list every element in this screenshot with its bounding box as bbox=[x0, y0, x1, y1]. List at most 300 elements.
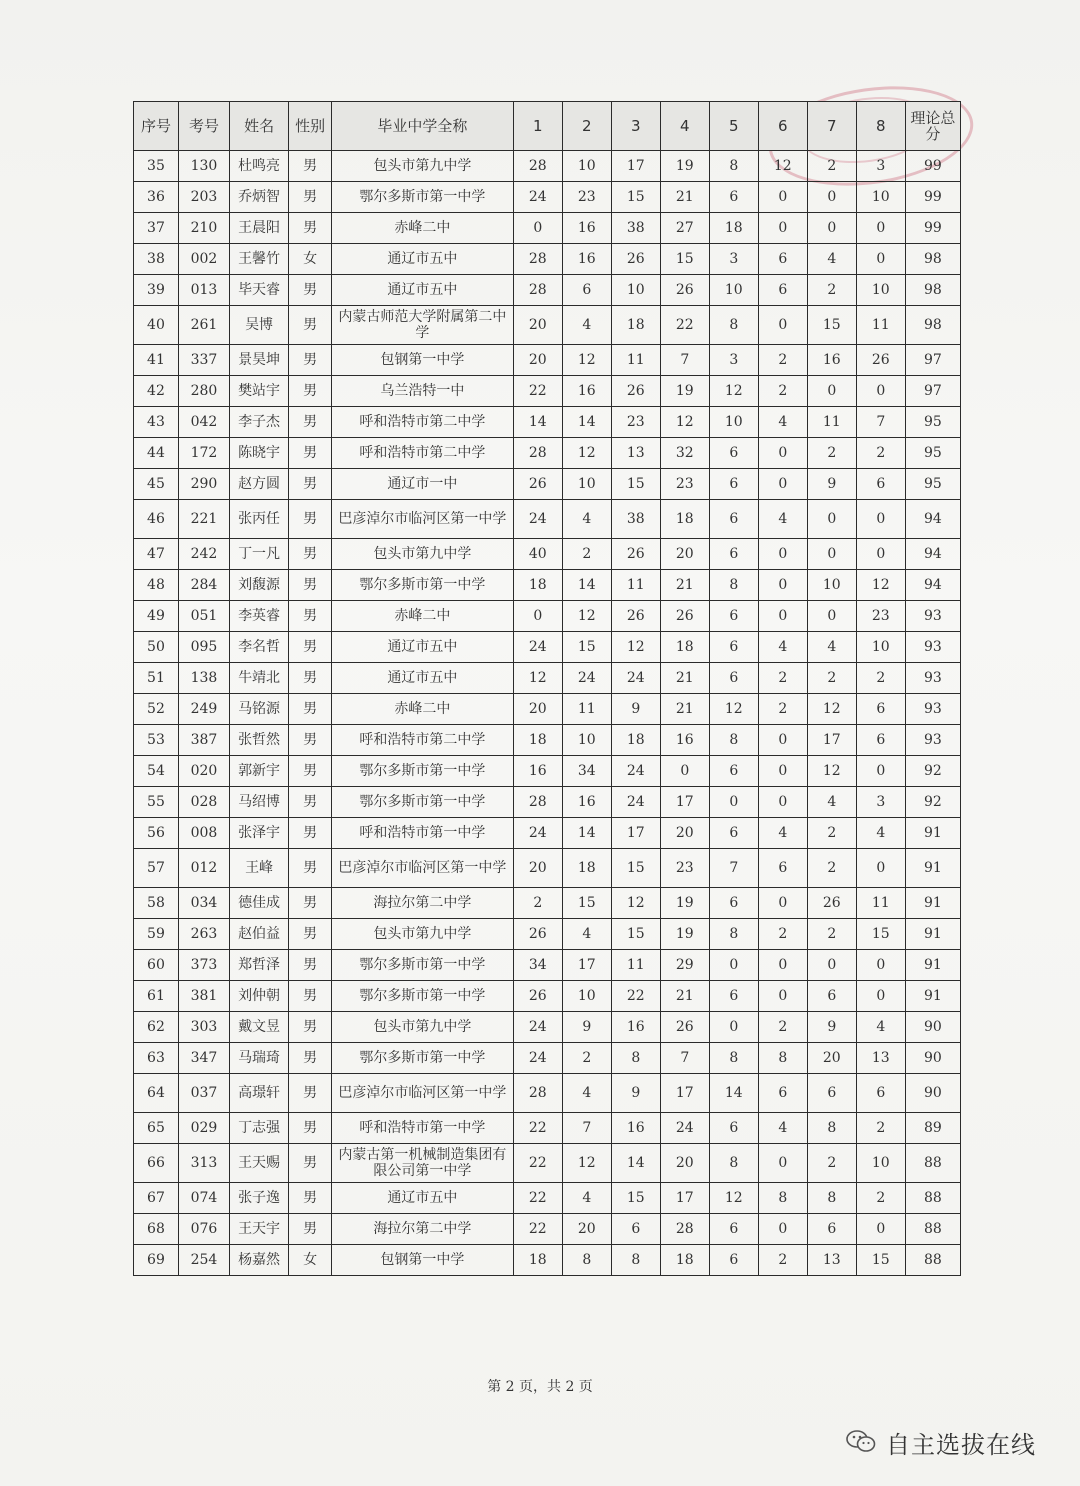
cell-score-4: 26 bbox=[660, 275, 709, 306]
cell-total: 91 bbox=[905, 849, 960, 888]
cell-score-4: 22 bbox=[660, 306, 709, 345]
cell-exam-no: 313 bbox=[178, 1144, 229, 1183]
cell-score-2: 16 bbox=[562, 213, 611, 244]
cell-score-5: 6 bbox=[709, 632, 758, 663]
cell-school: 赤峰二中 bbox=[332, 601, 514, 632]
cell-score-1: 22 bbox=[513, 1214, 562, 1245]
cell-name: 马铭源 bbox=[229, 694, 288, 725]
cell-score-1: 34 bbox=[513, 950, 562, 981]
cell-seq: 45 bbox=[134, 469, 179, 500]
cell-school: 内蒙古第一机械制造集团有限公司第一中学 bbox=[332, 1144, 514, 1183]
cell-total: 98 bbox=[905, 244, 960, 275]
cell-school: 乌兰浩特一中 bbox=[332, 376, 514, 407]
cell-score-6: 4 bbox=[758, 818, 807, 849]
cell-score-1: 24 bbox=[513, 818, 562, 849]
cell-total: 99 bbox=[905, 182, 960, 213]
cell-score-7: 20 bbox=[807, 1043, 856, 1074]
cell-school: 通辽市五中 bbox=[332, 1183, 514, 1214]
cell-score-2: 34 bbox=[562, 756, 611, 787]
cell-score-2: 10 bbox=[562, 151, 611, 182]
cell-gender: 男 bbox=[289, 151, 332, 182]
cell-score-3: 8 bbox=[611, 1043, 660, 1074]
cell-score-2: 14 bbox=[562, 570, 611, 601]
cell-score-3: 12 bbox=[611, 632, 660, 663]
cell-exam-no: 037 bbox=[178, 1074, 229, 1113]
cell-score-4: 28 bbox=[660, 1214, 709, 1245]
table-row bbox=[134, 244, 961, 275]
cell-gender: 男 bbox=[289, 849, 332, 888]
table-row bbox=[134, 213, 961, 244]
cell-score-4: 20 bbox=[660, 818, 709, 849]
cell-score-7: 15 bbox=[807, 306, 856, 345]
table-row bbox=[134, 275, 961, 306]
cell-score-8: 0 bbox=[856, 213, 905, 244]
cell-exam-no: 373 bbox=[178, 950, 229, 981]
cell-score-1: 28 bbox=[513, 151, 562, 182]
cell-score-4: 20 bbox=[660, 539, 709, 570]
cell-score-6: 12 bbox=[758, 151, 807, 182]
cell-score-2: 10 bbox=[562, 469, 611, 500]
cell-score-5: 10 bbox=[709, 275, 758, 306]
cell-exam-no: 381 bbox=[178, 981, 229, 1012]
cell-score-6: 2 bbox=[758, 663, 807, 694]
table-row bbox=[134, 756, 961, 787]
cell-score-8: 2 bbox=[856, 1113, 905, 1144]
cell-score-7: 9 bbox=[807, 469, 856, 500]
cell-gender: 男 bbox=[289, 694, 332, 725]
cell-gender: 男 bbox=[289, 601, 332, 632]
cell-name: 刘馥源 bbox=[229, 570, 288, 601]
cell-total: 94 bbox=[905, 539, 960, 570]
cell-score-7: 0 bbox=[807, 182, 856, 213]
cell-name: 景昊坤 bbox=[229, 345, 288, 376]
cell-score-5: 6 bbox=[709, 1245, 758, 1276]
cell-gender: 男 bbox=[289, 438, 332, 469]
cell-score-6: 0 bbox=[758, 306, 807, 345]
cell-exam-no: 242 bbox=[178, 539, 229, 570]
cell-score-4: 15 bbox=[660, 244, 709, 275]
cell-total: 98 bbox=[905, 275, 960, 306]
cell-seq: 62 bbox=[134, 1012, 179, 1043]
cell-score-5: 6 bbox=[709, 500, 758, 539]
cell-name: 赵方圆 bbox=[229, 469, 288, 500]
cell-name: 张泽宇 bbox=[229, 818, 288, 849]
cell-total: 91 bbox=[905, 919, 960, 950]
cell-score-8: 10 bbox=[856, 632, 905, 663]
cell-score-2: 10 bbox=[562, 981, 611, 1012]
table-row bbox=[134, 407, 961, 438]
cell-score-4: 21 bbox=[660, 570, 709, 601]
cell-score-2: 10 bbox=[562, 725, 611, 756]
cell-score-2: 16 bbox=[562, 787, 611, 818]
cell-seq: 44 bbox=[134, 438, 179, 469]
score-table bbox=[133, 101, 961, 1276]
cell-seq: 58 bbox=[134, 888, 179, 919]
cell-score-5: 12 bbox=[709, 376, 758, 407]
column-header: 姓名 bbox=[229, 102, 288, 151]
cell-seq: 59 bbox=[134, 919, 179, 950]
table-row bbox=[134, 151, 961, 182]
cell-exam-no: 221 bbox=[178, 500, 229, 539]
column-header: 8 bbox=[856, 102, 905, 151]
cell-score-3: 14 bbox=[611, 1144, 660, 1183]
cell-score-7: 17 bbox=[807, 725, 856, 756]
cell-score-7: 8 bbox=[807, 1113, 856, 1144]
cell-score-1: 22 bbox=[513, 1144, 562, 1183]
cell-score-3: 22 bbox=[611, 981, 660, 1012]
cell-score-4: 19 bbox=[660, 376, 709, 407]
cell-total: 90 bbox=[905, 1043, 960, 1074]
cell-name: 吴博 bbox=[229, 306, 288, 345]
cell-score-7: 16 bbox=[807, 345, 856, 376]
cell-exam-no: 013 bbox=[178, 275, 229, 306]
cell-seq: 61 bbox=[134, 981, 179, 1012]
cell-school: 包头市第九中学 bbox=[332, 1012, 514, 1043]
cell-score-5: 8 bbox=[709, 919, 758, 950]
cell-total: 88 bbox=[905, 1183, 960, 1214]
cell-score-1: 28 bbox=[513, 275, 562, 306]
cell-name: 王峰 bbox=[229, 849, 288, 888]
table-row bbox=[134, 725, 961, 756]
cell-seq: 38 bbox=[134, 244, 179, 275]
cell-score-6: 0 bbox=[758, 756, 807, 787]
cell-school: 包钢第一中学 bbox=[332, 345, 514, 376]
cell-score-1: 26 bbox=[513, 469, 562, 500]
cell-score-1: 0 bbox=[513, 213, 562, 244]
table-row bbox=[134, 438, 961, 469]
column-header: 理论总分 bbox=[905, 102, 960, 151]
cell-score-4: 24 bbox=[660, 1113, 709, 1144]
cell-exam-no: 210 bbox=[178, 213, 229, 244]
table-row bbox=[134, 182, 961, 213]
cell-score-3: 15 bbox=[611, 469, 660, 500]
cell-school: 巴彦淖尔市临河区第一中学 bbox=[332, 500, 514, 539]
cell-total: 95 bbox=[905, 407, 960, 438]
table-header-row bbox=[134, 102, 961, 151]
cell-exam-no: 130 bbox=[178, 151, 229, 182]
table-row bbox=[134, 345, 961, 376]
cell-score-8: 2 bbox=[856, 1183, 905, 1214]
cell-total: 91 bbox=[905, 950, 960, 981]
cell-gender: 男 bbox=[289, 632, 332, 663]
cell-score-4: 19 bbox=[660, 919, 709, 950]
cell-score-8: 6 bbox=[856, 694, 905, 725]
cell-score-5: 14 bbox=[709, 1074, 758, 1113]
cell-score-6: 2 bbox=[758, 345, 807, 376]
cell-score-2: 2 bbox=[562, 1043, 611, 1074]
cell-total: 91 bbox=[905, 981, 960, 1012]
cell-score-1: 22 bbox=[513, 376, 562, 407]
cell-score-6: 0 bbox=[758, 888, 807, 919]
cell-score-4: 26 bbox=[660, 601, 709, 632]
cell-school: 内蒙古师范大学附属第二中学 bbox=[332, 306, 514, 345]
cell-score-8: 2 bbox=[856, 663, 905, 694]
cell-school: 通辽市五中 bbox=[332, 632, 514, 663]
cell-score-6: 2 bbox=[758, 694, 807, 725]
cell-score-6: 0 bbox=[758, 950, 807, 981]
table-row bbox=[134, 888, 961, 919]
cell-score-5: 0 bbox=[709, 1012, 758, 1043]
cell-exam-no: 138 bbox=[178, 663, 229, 694]
cell-seq: 52 bbox=[134, 694, 179, 725]
cell-score-7: 26 bbox=[807, 888, 856, 919]
table-body bbox=[134, 151, 961, 1276]
cell-score-2: 15 bbox=[562, 632, 611, 663]
cell-score-5: 8 bbox=[709, 151, 758, 182]
cell-gender: 男 bbox=[289, 919, 332, 950]
cell-score-7: 4 bbox=[807, 244, 856, 275]
cell-total: 93 bbox=[905, 694, 960, 725]
cell-score-2: 4 bbox=[562, 1074, 611, 1113]
cell-score-6: 0 bbox=[758, 601, 807, 632]
cell-score-4: 17 bbox=[660, 1183, 709, 1214]
table-row bbox=[134, 376, 961, 407]
cell-score-1: 26 bbox=[513, 981, 562, 1012]
cell-score-1: 24 bbox=[513, 182, 562, 213]
cell-score-3: 18 bbox=[611, 306, 660, 345]
cell-score-6: 0 bbox=[758, 570, 807, 601]
cell-school: 巴彦淖尔市临河区第一中学 bbox=[332, 849, 514, 888]
cell-total: 88 bbox=[905, 1214, 960, 1245]
cell-score-1: 28 bbox=[513, 1074, 562, 1113]
cell-exam-no: 290 bbox=[178, 469, 229, 500]
cell-score-6: 2 bbox=[758, 919, 807, 950]
cell-score-3: 11 bbox=[611, 570, 660, 601]
cell-seq: 60 bbox=[134, 950, 179, 981]
table-row bbox=[134, 950, 961, 981]
cell-score-8: 23 bbox=[856, 601, 905, 632]
cell-score-5: 18 bbox=[709, 213, 758, 244]
cell-seq: 63 bbox=[134, 1043, 179, 1074]
cell-name: 赵伯益 bbox=[229, 919, 288, 950]
cell-score-7: 11 bbox=[807, 407, 856, 438]
cell-score-3: 26 bbox=[611, 601, 660, 632]
cell-seq: 36 bbox=[134, 182, 179, 213]
cell-score-1: 24 bbox=[513, 1043, 562, 1074]
cell-school: 鄂尔多斯市第一中学 bbox=[332, 182, 514, 213]
cell-total: 93 bbox=[905, 601, 960, 632]
cell-score-5: 6 bbox=[709, 438, 758, 469]
cell-score-3: 38 bbox=[611, 500, 660, 539]
cell-score-8: 4 bbox=[856, 1012, 905, 1043]
cell-score-7: 2 bbox=[807, 849, 856, 888]
cell-score-2: 9 bbox=[562, 1012, 611, 1043]
cell-score-3: 15 bbox=[611, 919, 660, 950]
cell-score-1: 24 bbox=[513, 1012, 562, 1043]
cell-score-5: 6 bbox=[709, 1214, 758, 1245]
cell-score-3: 11 bbox=[611, 950, 660, 981]
column-header: 毕业中学全称 bbox=[332, 102, 514, 151]
cell-score-5: 6 bbox=[709, 601, 758, 632]
cell-score-3: 26 bbox=[611, 539, 660, 570]
cell-seq: 37 bbox=[134, 213, 179, 244]
cell-total: 98 bbox=[905, 306, 960, 345]
cell-gender: 男 bbox=[289, 1214, 332, 1245]
cell-total: 99 bbox=[905, 213, 960, 244]
cell-score-8: 10 bbox=[856, 182, 905, 213]
cell-total: 90 bbox=[905, 1012, 960, 1043]
cell-exam-no: 337 bbox=[178, 345, 229, 376]
cell-exam-no: 028 bbox=[178, 787, 229, 818]
cell-exam-no: 284 bbox=[178, 570, 229, 601]
cell-seq: 48 bbox=[134, 570, 179, 601]
cell-score-4: 21 bbox=[660, 981, 709, 1012]
cell-school: 鄂尔多斯市第一中学 bbox=[332, 950, 514, 981]
cell-school: 鄂尔多斯市第一中学 bbox=[332, 981, 514, 1012]
cell-total: 90 bbox=[905, 1074, 960, 1113]
cell-score-5: 12 bbox=[709, 694, 758, 725]
cell-total: 93 bbox=[905, 632, 960, 663]
cell-score-4: 12 bbox=[660, 407, 709, 438]
cell-score-7: 2 bbox=[807, 151, 856, 182]
cell-score-6: 0 bbox=[758, 539, 807, 570]
cell-name: 郭新宇 bbox=[229, 756, 288, 787]
cell-score-8: 26 bbox=[856, 345, 905, 376]
cell-seq: 41 bbox=[134, 345, 179, 376]
cell-score-1: 28 bbox=[513, 787, 562, 818]
cell-score-3: 24 bbox=[611, 787, 660, 818]
cell-seq: 69 bbox=[134, 1245, 179, 1276]
cell-school: 包头市第九中学 bbox=[332, 151, 514, 182]
cell-score-5: 7 bbox=[709, 849, 758, 888]
cell-score-7: 13 bbox=[807, 1245, 856, 1276]
cell-seq: 54 bbox=[134, 756, 179, 787]
cell-name: 乔炳智 bbox=[229, 182, 288, 213]
cell-score-3: 10 bbox=[611, 275, 660, 306]
cell-total: 92 bbox=[905, 787, 960, 818]
cell-score-2: 6 bbox=[562, 275, 611, 306]
cell-seq: 46 bbox=[134, 500, 179, 539]
cell-name: 杜鸣亮 bbox=[229, 151, 288, 182]
cell-score-7: 12 bbox=[807, 694, 856, 725]
table-row bbox=[134, 1144, 961, 1183]
cell-name: 杨嘉然 bbox=[229, 1245, 288, 1276]
cell-score-5: 8 bbox=[709, 1144, 758, 1183]
cell-score-6: 0 bbox=[758, 213, 807, 244]
column-header: 7 bbox=[807, 102, 856, 151]
cell-exam-no: 012 bbox=[178, 849, 229, 888]
cell-score-4: 23 bbox=[660, 849, 709, 888]
cell-school: 呼和浩特市第一中学 bbox=[332, 818, 514, 849]
cell-total: 88 bbox=[905, 1144, 960, 1183]
cell-score-1: 20 bbox=[513, 306, 562, 345]
cell-school: 呼和浩特市第二中学 bbox=[332, 725, 514, 756]
cell-score-8: 15 bbox=[856, 1245, 905, 1276]
cell-score-4: 7 bbox=[660, 1043, 709, 1074]
cell-score-3: 11 bbox=[611, 345, 660, 376]
cell-total: 93 bbox=[905, 725, 960, 756]
cell-score-6: 2 bbox=[758, 1012, 807, 1043]
cell-score-3: 26 bbox=[611, 244, 660, 275]
cell-score-4: 7 bbox=[660, 345, 709, 376]
table-row bbox=[134, 981, 961, 1012]
cell-score-1: 18 bbox=[513, 725, 562, 756]
cell-score-8: 3 bbox=[856, 787, 905, 818]
cell-score-6: 2 bbox=[758, 1245, 807, 1276]
cell-seq: 40 bbox=[134, 306, 179, 345]
cell-score-5: 0 bbox=[709, 950, 758, 981]
table-row bbox=[134, 632, 961, 663]
cell-score-4: 17 bbox=[660, 1074, 709, 1113]
cell-score-3: 24 bbox=[611, 663, 660, 694]
cell-score-6: 4 bbox=[758, 407, 807, 438]
cell-seq: 55 bbox=[134, 787, 179, 818]
cell-score-2: 12 bbox=[562, 601, 611, 632]
cell-name: 马绍博 bbox=[229, 787, 288, 818]
cell-exam-no: 074 bbox=[178, 1183, 229, 1214]
cell-total: 94 bbox=[905, 500, 960, 539]
cell-exam-no: 029 bbox=[178, 1113, 229, 1144]
table-row bbox=[134, 601, 961, 632]
cell-score-2: 15 bbox=[562, 888, 611, 919]
cell-score-7: 2 bbox=[807, 438, 856, 469]
cell-total: 93 bbox=[905, 663, 960, 694]
cell-score-5: 3 bbox=[709, 244, 758, 275]
cell-score-1: 22 bbox=[513, 1113, 562, 1144]
cell-school: 呼和浩特市第一中学 bbox=[332, 1113, 514, 1144]
cell-school: 鄂尔多斯市第一中学 bbox=[332, 756, 514, 787]
column-header: 4 bbox=[660, 102, 709, 151]
cell-score-2: 4 bbox=[562, 500, 611, 539]
cell-score-3: 38 bbox=[611, 213, 660, 244]
table-row bbox=[134, 469, 961, 500]
cell-score-5: 6 bbox=[709, 182, 758, 213]
cell-score-5: 6 bbox=[709, 663, 758, 694]
cell-score-7: 0 bbox=[807, 376, 856, 407]
cell-score-2: 14 bbox=[562, 407, 611, 438]
cell-gender: 男 bbox=[289, 376, 332, 407]
cell-gender: 男 bbox=[289, 1074, 332, 1113]
cell-score-2: 12 bbox=[562, 1144, 611, 1183]
table-row bbox=[134, 570, 961, 601]
cell-score-5: 6 bbox=[709, 981, 758, 1012]
table-row bbox=[134, 787, 961, 818]
cell-school: 海拉尔第二中学 bbox=[332, 888, 514, 919]
cell-score-4: 23 bbox=[660, 469, 709, 500]
cell-score-4: 18 bbox=[660, 632, 709, 663]
cell-exam-no: 261 bbox=[178, 306, 229, 345]
cell-score-8: 13 bbox=[856, 1043, 905, 1074]
cell-score-6: 0 bbox=[758, 1144, 807, 1183]
cell-score-2: 24 bbox=[562, 663, 611, 694]
cell-name: 樊站宇 bbox=[229, 376, 288, 407]
cell-score-1: 22 bbox=[513, 1183, 562, 1214]
cell-score-6: 0 bbox=[758, 1214, 807, 1245]
cell-score-1: 24 bbox=[513, 500, 562, 539]
column-header: 考号 bbox=[178, 102, 229, 151]
cell-score-5: 6 bbox=[709, 888, 758, 919]
cell-gender: 男 bbox=[289, 213, 332, 244]
cell-school: 鄂尔多斯市第一中学 bbox=[332, 570, 514, 601]
column-header: 1 bbox=[513, 102, 562, 151]
cell-score-7: 4 bbox=[807, 632, 856, 663]
cell-score-6: 0 bbox=[758, 725, 807, 756]
cell-exam-no: 076 bbox=[178, 1214, 229, 1245]
cell-score-7: 9 bbox=[807, 1012, 856, 1043]
cell-score-4: 19 bbox=[660, 888, 709, 919]
table-row bbox=[134, 1074, 961, 1113]
cell-score-4: 29 bbox=[660, 950, 709, 981]
cell-name: 丁一凡 bbox=[229, 539, 288, 570]
cell-total: 91 bbox=[905, 888, 960, 919]
cell-score-1: 18 bbox=[513, 570, 562, 601]
cell-score-8: 3 bbox=[856, 151, 905, 182]
cell-score-1: 12 bbox=[513, 663, 562, 694]
cell-score-8: 2 bbox=[856, 438, 905, 469]
cell-score-7: 6 bbox=[807, 1214, 856, 1245]
cell-name: 张子逸 bbox=[229, 1183, 288, 1214]
cell-seq: 42 bbox=[134, 376, 179, 407]
